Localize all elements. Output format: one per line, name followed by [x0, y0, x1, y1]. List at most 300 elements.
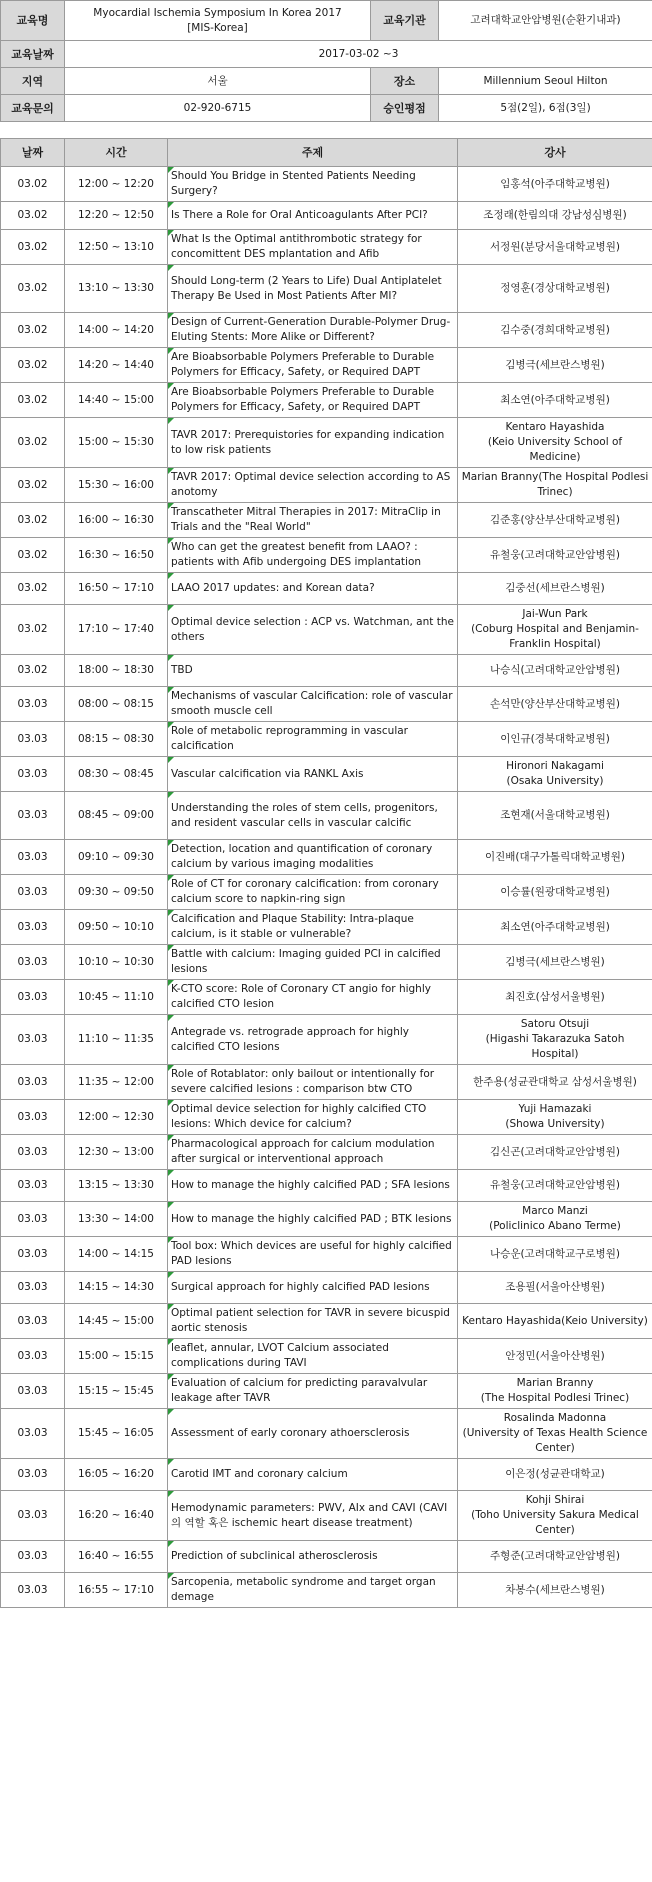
session-date-text: 03.02: [17, 323, 48, 336]
cell-comment-marker: [168, 573, 174, 579]
session-date-text: 03.03: [17, 697, 48, 710]
session-speaker: [458, 1339, 652, 1374]
session-topic: [168, 1304, 458, 1339]
session-topic-text: Surgical approach for highly calcified PAD lesions: [171, 1281, 430, 1293]
table-row: [1, 1135, 652, 1170]
session-time-text: 11:35 ~ 12:00: [78, 1075, 154, 1088]
table-row: [1, 418, 652, 468]
schedule-body: [1, 167, 652, 1608]
session-date: [1, 1304, 65, 1339]
session-time-text: 08:00 ~ 08:15: [78, 697, 154, 710]
session-time: [65, 503, 168, 538]
session-time: [65, 1491, 168, 1541]
table-row: [1, 945, 652, 980]
session-speaker: [458, 980, 652, 1015]
table-row: [1, 503, 652, 538]
session-speaker: [458, 538, 652, 573]
cell-comment-marker: [168, 1339, 174, 1345]
session-date: [1, 1459, 65, 1491]
session-topic-text: Should You Bridge in Stented Patients Needing Surgery?: [171, 170, 416, 197]
session-time: [65, 313, 168, 348]
table-row: [1, 1304, 652, 1339]
session-time: [65, 757, 168, 792]
session-date-text: 03.02: [17, 282, 48, 294]
cell-comment-marker: [168, 202, 174, 208]
table-row: [1, 348, 652, 383]
session-time: [65, 573, 168, 605]
session-speaker: [458, 503, 652, 538]
table-row: [1, 468, 652, 503]
session-date: [1, 1409, 65, 1459]
session-topic-text: LAAO 2017 updates: and Korean data?: [171, 582, 375, 594]
session-date: [1, 265, 65, 313]
session-date: [1, 875, 65, 910]
session-date: [1, 1374, 65, 1409]
session-date: [1, 468, 65, 503]
session-speaker-text: Marian Branny (The Hospital Podlesi Trinec): [480, 1377, 630, 1404]
session-topic-text: Role of metabolic reprogramming in vascular calcification: [171, 725, 408, 752]
session-date-text: 03.03: [17, 1384, 48, 1397]
cell-comment-marker: [168, 167, 174, 173]
cell-comment-marker: [168, 1459, 174, 1465]
session-date-text: 03.03: [17, 1583, 48, 1596]
session-speaker-text: 나승식(고려대학교안암병원): [490, 664, 620, 676]
session-topic: [168, 1135, 458, 1170]
session-date-text: 03.03: [17, 1179, 48, 1191]
session-date: [1, 1100, 65, 1135]
session-speaker-text: Marian Branny(The Hospital Podlesi Trinec): [461, 471, 649, 498]
credit-points: 5점(2일), 6점(3일): [439, 95, 652, 122]
cell-comment-marker: [168, 722, 174, 728]
session-time-text: 16:50 ~ 17:10: [78, 582, 154, 594]
table-row: [1, 687, 652, 722]
session-date: [1, 538, 65, 573]
session-date: [1, 980, 65, 1015]
session-date-text: 03.03: [17, 1033, 48, 1045]
table-row: [1, 1272, 652, 1304]
session-speaker-text: 이승률(원광대학교병원): [500, 885, 610, 898]
session-time-text: 16:55 ~ 17:10: [78, 1583, 154, 1596]
session-topic: [168, 1065, 458, 1100]
session-topic-text: Is There a Role for Oral Anticoagulants After PCI?: [171, 209, 428, 221]
session-topic-text: Evaluation of calcium for predicting paravalvular leakage after TAVR: [171, 1377, 428, 1404]
session-speaker-text: Jai-Wun Park (Coburg Hospital and Benjamin-Franklin Hospital): [471, 608, 639, 650]
session-time-text: 11:10 ~ 11:35: [78, 1033, 154, 1045]
session-speaker: [458, 605, 652, 655]
session-date-text: 03.03: [17, 732, 48, 745]
session-speaker-text: 최진호(삼성서울병원): [505, 990, 605, 1003]
session-speaker: [458, 945, 652, 980]
venue-label: 장소: [371, 68, 439, 95]
session-time: [65, 687, 168, 722]
session-topic-text: Transcatheter Mitral Therapies in 2017: MitraClip in Trials and the "Real World": [171, 506, 441, 533]
session-speaker-text: Marco Manzi (Policlinico Abano Terme): [489, 1205, 621, 1232]
table-row: [1, 757, 652, 792]
contact-label: 교육문의: [1, 95, 65, 122]
session-time-text: 08:45 ~ 09:00: [78, 809, 154, 821]
cell-comment-marker: [168, 757, 174, 763]
table-row: [1, 1491, 652, 1541]
session-time-text: 12:30 ~ 13:00: [78, 1145, 154, 1158]
session-topic-text: TAVR 2017: Prerequistories for expanding indication to low risk patients: [171, 428, 445, 456]
session-topic: [168, 468, 458, 503]
table-row: [1, 1100, 652, 1135]
session-date-text: 03.03: [17, 1247, 48, 1260]
session-time: [65, 1100, 168, 1135]
session-speaker: [458, 1170, 652, 1202]
session-speaker: [458, 202, 652, 230]
session-speaker-text: 김신곤(고려대학교안암병원): [490, 1145, 620, 1158]
session-speaker-text: 유철웅(고려대학교안암병원): [490, 1179, 620, 1191]
session-speaker-text: Satoru Otsuji (Higashi Takarazuka Satoh Hospital): [485, 1018, 625, 1060]
session-topic: [168, 1015, 458, 1065]
session-speaker-text: 이진배(대구가톨릭대학교병원): [484, 850, 626, 863]
session-date-text: 03.03: [17, 1281, 48, 1293]
session-time-text: 14:00 ~ 14:20: [78, 323, 154, 336]
session-topic-text: Optimal device selection for highly calcified CTO lesions: Which device for calcium?: [171, 1103, 427, 1130]
session-topic: [168, 875, 458, 910]
session-speaker: [458, 1459, 652, 1491]
cell-comment-marker: [168, 1237, 174, 1243]
cell-comment-marker: [168, 1272, 174, 1278]
session-topic-text: Calcification and Plaque Stability: Intra-plaque calcium, is it stable or vulnerable?: [171, 913, 414, 940]
session-time-text: 10:45 ~ 11:10: [78, 990, 154, 1003]
session-date-text: 03.02: [17, 209, 48, 221]
session-date: [1, 202, 65, 230]
session-topic: [168, 1409, 458, 1459]
table-row: [1, 265, 652, 313]
session-date-text: 03.03: [17, 955, 48, 968]
session-speaker-text: 조용필(서울아산병원): [505, 1281, 605, 1293]
session-speaker: [458, 1272, 652, 1304]
session-topic: [168, 910, 458, 945]
session-time: [65, 1339, 168, 1374]
session-topic-text: Role of CT for coronary calcification: from coronary calcium score to napkin-ring sign: [171, 878, 439, 905]
session-topic-text: TBD: [171, 664, 193, 676]
session-speaker-text: 손석만(양산부산대학교병원): [490, 697, 620, 710]
table-row: [1, 573, 652, 605]
session-topic-text: Should Long-term (2 Years to Life) Dual Antiplatelet Therapy Be Used in Most Patients After MI?: [171, 274, 442, 302]
session-time-text: 13:15 ~ 13:30: [78, 1179, 154, 1191]
session-time: [65, 1065, 168, 1100]
session-speaker-text: 최소연(아주대학교병원): [500, 920, 610, 933]
session-speaker: [458, 1491, 652, 1541]
table-row: [1, 230, 652, 265]
session-time-text: 14:15 ~ 14:30: [78, 1281, 154, 1293]
session-topic: [168, 418, 458, 468]
session-time-text: 18:00 ~ 18:30: [78, 664, 154, 676]
course-name: Myocardial Ischemia Symposium In Korea 2017 [MIS-Korea]: [65, 1, 371, 41]
session-speaker-text: 조현재(서울대학교병원): [500, 809, 610, 821]
session-topic: [168, 1339, 458, 1374]
table-row: [1, 722, 652, 757]
session-time: [65, 1015, 168, 1065]
session-speaker: [458, 1237, 652, 1272]
session-time-text: 14:00 ~ 14:15: [78, 1247, 154, 1260]
session-topic: [168, 840, 458, 875]
session-topic: [168, 265, 458, 313]
cell-comment-marker: [168, 1065, 174, 1071]
session-speaker-text: 김수중(경희대학교병원): [500, 323, 610, 336]
table-row: [1, 1065, 652, 1100]
session-speaker: [458, 722, 652, 757]
session-date: [1, 1573, 65, 1608]
session-speaker: [458, 655, 652, 687]
session-time-text: 15:30 ~ 16:00: [78, 478, 154, 491]
session-topic-text: Tool box: Which devices are useful for highly calcified PAD lesions: [171, 1240, 452, 1267]
session-date: [1, 418, 65, 468]
session-date: [1, 1541, 65, 1573]
session-date: [1, 1237, 65, 1272]
course-date-label: 교육날짜: [1, 41, 65, 68]
session-time-text: 14:20 ~ 14:40: [78, 358, 154, 371]
session-speaker-text: 김병극(세브란스병원): [505, 358, 605, 371]
table-row: [1, 1170, 652, 1202]
session-speaker: [458, 910, 652, 945]
session-date: [1, 722, 65, 757]
header-topic: 주제: [168, 139, 458, 167]
session-date-text: 03.02: [17, 513, 48, 526]
cell-comment-marker: [168, 1374, 174, 1380]
table-row: [1, 655, 652, 687]
session-time: [65, 1272, 168, 1304]
session-topic: [168, 980, 458, 1015]
header-speaker: 강사: [458, 139, 652, 167]
session-topic: [168, 1541, 458, 1573]
session-speaker-text: 이인규(경북대학교병원): [500, 732, 610, 745]
session-topic: [168, 1170, 458, 1202]
schedule-header-row: [1, 139, 652, 167]
session-date-text: 03.02: [17, 478, 48, 491]
table-row: [1, 313, 652, 348]
session-date-text: 03.03: [17, 1427, 48, 1439]
session-topic-text: Hemodynamic parameters: PWV, AIx and CAVI (CAVI의 역할 혹은 ischemic heart disease treatment): [171, 1501, 448, 1529]
header-date: 날짜: [1, 139, 65, 167]
session-topic-text: Assessment of early coronary athoersclerosis: [171, 1427, 410, 1439]
session-time: [65, 202, 168, 230]
session-time: [65, 230, 168, 265]
session-date-text: 03.03: [17, 885, 48, 898]
session-date: [1, 1491, 65, 1541]
cell-comment-marker: [168, 1304, 174, 1310]
session-date-text: 03.03: [17, 1145, 48, 1158]
table-row: [1, 792, 652, 840]
session-time: [65, 1573, 168, 1608]
session-speaker-text: 이은정(성균관대학교): [505, 1468, 605, 1480]
session-date: [1, 792, 65, 840]
session-date-text: 03.02: [17, 240, 48, 253]
session-time-text: 08:30 ~ 08:45: [78, 767, 154, 780]
cell-comment-marker: [168, 792, 174, 798]
session-speaker-text: Rosalinda Madonna (University of Texas Health Science Center): [462, 1412, 648, 1454]
session-topic: [168, 383, 458, 418]
session-speaker-text: 조정래(한림의대 강남성심병원): [483, 209, 627, 221]
session-time: [65, 980, 168, 1015]
session-date-text: 03.02: [17, 358, 48, 371]
session-topic-text: How to manage the highly calcified PAD ; BTK lesions: [171, 1212, 452, 1225]
session-speaker-text: 서정원(분당서울대학교병원): [490, 240, 620, 253]
session-topic-text: Detection, location and quantification of coronary calcium by various imaging modalities: [171, 843, 433, 870]
session-date-text: 03.03: [17, 1349, 48, 1362]
session-date: [1, 167, 65, 202]
region-label: 지역: [1, 68, 65, 95]
session-time-text: 12:50 ~ 13:10: [78, 240, 154, 253]
session-time-text: 16:05 ~ 16:20: [78, 1468, 154, 1480]
session-speaker-text: Kentaro Hayashida (Keio University School of Medicine): [487, 421, 623, 463]
session-time: [65, 910, 168, 945]
session-date-text: 03.03: [17, 1212, 48, 1225]
session-topic: [168, 1573, 458, 1608]
session-topic-text: How to manage the highly calcified PAD ; SFA lesions: [171, 1179, 450, 1191]
session-topic: [168, 1459, 458, 1491]
session-speaker-text: 정영훈(경상대학교병원): [500, 282, 610, 294]
table-row: [1, 538, 652, 573]
cell-comment-marker: [168, 348, 174, 354]
session-time-text: 15:00 ~ 15:30: [78, 436, 154, 448]
session-topic-text: TAVR 2017: Optimal device selection according to AS anotomy: [171, 471, 451, 498]
session-speaker: [458, 792, 652, 840]
session-time: [65, 468, 168, 503]
session-time: [65, 1409, 168, 1459]
session-speaker-text: Kohji Shirai (Toho University Sakura Medical Center): [471, 1494, 639, 1536]
session-time: [65, 1459, 168, 1491]
session-topic: [168, 167, 458, 202]
cell-comment-marker: [168, 980, 174, 986]
session-date: [1, 1202, 65, 1237]
cell-comment-marker: [168, 687, 174, 693]
session-topic: [168, 757, 458, 792]
session-time: [65, 1170, 168, 1202]
cell-comment-marker: [168, 840, 174, 846]
session-date-text: 03.02: [17, 582, 48, 594]
session-speaker-text: 나승운(고려대학교구로병원): [490, 1247, 620, 1260]
session-topic-text: Are Bioabsorbable Polymers Preferable to Durable Polymers for Efficacy, Safety, or Required DAPT: [171, 351, 435, 378]
institution-label: 교육기관: [371, 1, 439, 41]
session-date: [1, 383, 65, 418]
session-topic: [168, 1202, 458, 1237]
session-date-text: 03.03: [17, 809, 48, 821]
session-topic: [168, 687, 458, 722]
session-topic: [168, 1272, 458, 1304]
session-date: [1, 1065, 65, 1100]
session-speaker: [458, 1541, 652, 1573]
table-row: [1, 910, 652, 945]
session-time: [65, 840, 168, 875]
cell-comment-marker: [168, 875, 174, 881]
session-date: [1, 1272, 65, 1304]
session-time-text: 09:30 ~ 09:50: [78, 885, 154, 898]
session-time: [65, 1304, 168, 1339]
session-speaker-text: Yuji Hamazaki (Showa University): [505, 1103, 605, 1130]
cell-comment-marker: [168, 503, 174, 509]
session-time: [65, 348, 168, 383]
session-time-text: 14:45 ~ 15:00: [78, 1314, 154, 1327]
session-date-text: 03.03: [17, 1075, 48, 1088]
session-speaker: [458, 1015, 652, 1065]
course-name-label: 교육명: [1, 1, 65, 41]
cell-comment-marker: [168, 383, 174, 389]
session-date: [1, 503, 65, 538]
cell-comment-marker: [168, 1573, 174, 1579]
session-date-text: 03.02: [17, 436, 48, 448]
session-speaker: [458, 1374, 652, 1409]
session-date-text: 03.03: [17, 850, 48, 863]
cell-comment-marker: [168, 1015, 174, 1021]
table-row: [1, 980, 652, 1015]
institution: 고려대학교안암병원(순환기내과): [439, 1, 652, 41]
session-topic-text: Prediction of subclinical atherosclerosis: [171, 1550, 378, 1562]
session-speaker: [458, 348, 652, 383]
session-time: [65, 538, 168, 573]
session-speaker-text: 임홍석(아주대학교병원): [500, 177, 610, 190]
session-date-text: 03.03: [17, 1314, 48, 1327]
session-topic-text: Carotid IMT and coronary calcium: [171, 1468, 348, 1480]
session-topic-text: Role of Rotablator: only bailout or intentionally for severe calcified lesions : comparison btw CTO: [171, 1068, 435, 1095]
session-speaker: [458, 167, 652, 202]
table-row: [1, 875, 652, 910]
session-time: [65, 655, 168, 687]
cell-comment-marker: [168, 1100, 174, 1106]
table-row: [1, 1237, 652, 1272]
session-time-text: 14:40 ~ 15:00: [78, 393, 154, 406]
table-row: [1, 1374, 652, 1409]
session-speaker-text: 유철웅(고려대학교안암병원): [490, 548, 620, 561]
table-row: [1, 1015, 652, 1065]
session-time: [65, 1135, 168, 1170]
session-date: [1, 573, 65, 605]
session-speaker: [458, 418, 652, 468]
contact-phone: 02-920-6715: [65, 95, 371, 122]
session-speaker: [458, 1065, 652, 1100]
session-date: [1, 1015, 65, 1065]
session-topic: [168, 230, 458, 265]
session-time-text: 16:30 ~ 16:50: [78, 548, 154, 561]
session-time-text: 15:15 ~ 15:45: [78, 1384, 154, 1397]
session-date-text: 03.02: [17, 548, 48, 561]
session-time: [65, 1202, 168, 1237]
cell-comment-marker: [168, 605, 174, 611]
session-topic: [168, 655, 458, 687]
session-speaker-text: 김병극(세브란스병원): [505, 955, 605, 968]
session-time: [65, 1237, 168, 1272]
session-speaker: [458, 757, 652, 792]
session-time-text: 15:00 ~ 15:15: [78, 1349, 154, 1362]
session-speaker-text: 김준홍(양산부산대학교병원): [490, 513, 620, 526]
session-speaker: [458, 1573, 652, 1608]
session-date: [1, 348, 65, 383]
session-topic-text: Vascular calcification via RANKL Axis: [171, 767, 364, 780]
session-date-text: 03.02: [17, 623, 48, 635]
session-date-text: 03.03: [17, 1110, 48, 1123]
session-time-text: 13:30 ~ 14:00: [78, 1212, 154, 1225]
session-speaker: [458, 468, 652, 503]
session-time-text: 13:10 ~ 13:30: [78, 282, 154, 294]
session-date: [1, 313, 65, 348]
session-time: [65, 722, 168, 757]
cell-comment-marker: [168, 418, 174, 424]
session-date-text: 03.02: [17, 177, 48, 190]
table-row: [1, 1202, 652, 1237]
session-time-text: 16:00 ~ 16:30: [78, 513, 154, 526]
session-time-text: 17:10 ~ 17:40: [78, 623, 154, 635]
session-topic-text: Sarcopenia, metabolic syndrome and target organ demage: [171, 1576, 436, 1603]
session-topic: [168, 1100, 458, 1135]
cell-comment-marker: [168, 1491, 174, 1497]
session-topic-text: Antegrade vs. retrograde approach for highly calcified CTO lesions: [171, 1025, 409, 1053]
cell-comment-marker: [168, 945, 174, 951]
cell-comment-marker: [168, 468, 174, 474]
session-time-text: 12:00 ~ 12:30: [78, 1110, 154, 1123]
